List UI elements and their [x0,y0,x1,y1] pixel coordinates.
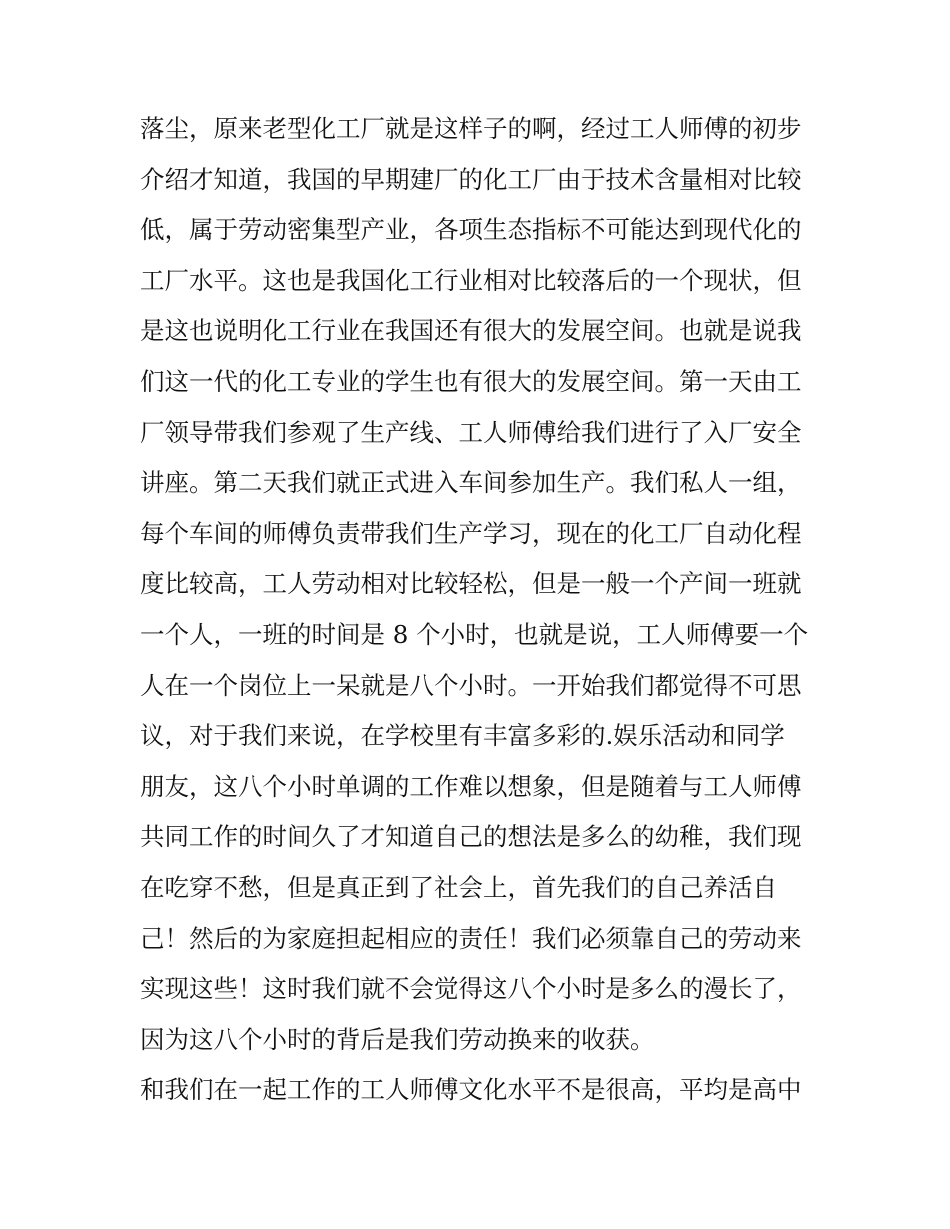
text-line-10: 度比较高，工人劳动相对比较轻松，但是一般一个产间一班就 [140,569,802,599]
text-line-12: 人在一个岗位上一呆就是八个小时。一开始我们都觉得不可思 [140,670,802,700]
text-line-3: 低，属于劳动密集型产业，各项生态指标不可能达到现代化的 [140,215,802,245]
text-line-11: 一个人，一班的时间是 8 个小时，也就是说，工人师傅要一个 [140,619,809,649]
text-line-1: 落尘，原来老型化工厂就是这样子的啊，经过工人师傅的初步 [140,114,802,143]
body-text [140,104,820,1116]
text-line-13: 议，对于我们来说，在学校里有丰富多彩的.娱乐活动和同学 [140,721,785,751]
text-line-5: 是这也说明化工行业在我国还有很大的发展空间。也就是说我 [140,316,802,346]
text-line-15: 共同工作的时间久了才知道自己的想法是多么的幼稚，我们现 [140,822,802,852]
text-line-20: 和我们在一起工作的工人师傅文化水平不是很高，平均是高中 [140,1075,802,1105]
text-line-4: 工厂水平。这也是我国化工行业相对比较落后的一个现状，但 [140,265,802,295]
text-line-8: 讲座。第二天我们就正式进入车间参加生产。我们私人一组， [140,468,802,498]
text-line-14: 朋友，这八个小时单调的工作难以想象，但是随着与工人师傅 [140,771,802,801]
text-line-9: 每个车间的师傅负责带我们生产学习，现在的化工厂自动化程 [140,518,802,548]
text-line-19: 因为这八个小时的背后是我们劳动换来的收获。 [140,1024,655,1054]
text-line-2: 介绍才知道，我国的早期建厂的化工厂由于技术含量相对比较 [140,164,802,194]
text-line-7: 厂领导带我们参观了生产线、工人师傅给我们进行了入厂安全 [140,417,802,447]
text-line-16: 在吃穿不愁，但是真正到了社会上，首先我们的自己养活自 [140,872,777,902]
text-line-18: 实现这些！这时我们就不会觉得这八个小时是多么的漫长了， [140,974,802,1004]
text-line-17: 己！然后的为家庭担起相应的责任！我们必须靠自己的劳动来 [140,923,802,953]
text-line-6: 们这一代的化工专业的学生也有很大的发展空间。第一天由工 [140,366,802,396]
